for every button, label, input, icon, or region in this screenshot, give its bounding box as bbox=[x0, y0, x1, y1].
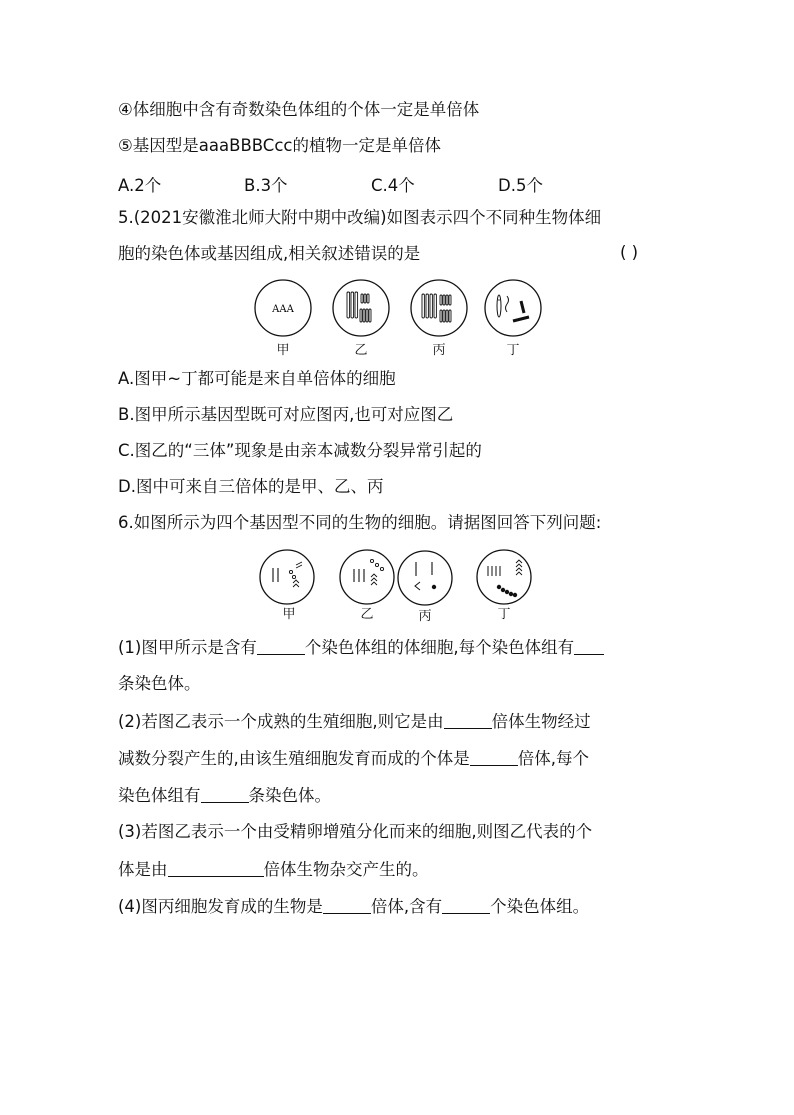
q5-option-a[interactable]: A.图甲~丁都可能是来自单倍体的细胞 bbox=[118, 369, 396, 388]
q4-option-c[interactable]: C.4个 bbox=[371, 176, 415, 195]
q5-option-c[interactable]: C.图乙的“三体”现象是由亲本减数分裂异常引起的 bbox=[118, 441, 482, 460]
q5-cell-ding bbox=[485, 280, 541, 336]
blank-6[interactable] bbox=[168, 858, 264, 877]
q6-sub1-line2: 条染色体。 bbox=[118, 674, 201, 693]
q5-label-yi: 乙 bbox=[354, 343, 368, 358]
q4-options bbox=[118, 172, 678, 194]
q6-sub2-text-c: 减数分裂产生的,由该生殖细胞发育而成的个体是 bbox=[118, 749, 470, 768]
q4-option-d[interactable]: D.5个 bbox=[498, 176, 543, 195]
q6-sub2-line3 bbox=[118, 784, 331, 807]
q6-cell-bing bbox=[398, 551, 452, 605]
q6-sub3-line1: (3)若图乙表示一个由受精卵增殖分化而来的细胞,则图乙代表的个 bbox=[118, 822, 593, 841]
q4-option-a[interactable]: A.2个 bbox=[118, 176, 162, 195]
blank-7[interactable] bbox=[323, 895, 371, 914]
q5-label-bing: 丙 bbox=[432, 343, 446, 358]
blank-1[interactable] bbox=[257, 636, 305, 655]
q6-sub4-text-b: 倍体,含有 bbox=[370, 897, 443, 916]
q4-option-b[interactable]: B.3个 bbox=[244, 176, 288, 195]
statement-4: ④体细胞中含有奇数染色体组的个体一定是单倍体 bbox=[118, 100, 480, 119]
q6-label-bing: 丙 bbox=[418, 609, 432, 624]
q5-stem-line2: 胞的染色体或基因组成,相关叙述错误的是 bbox=[118, 244, 421, 263]
q5-label-jia: 甲 bbox=[276, 343, 290, 358]
q5-option-b[interactable]: B.图甲所示基因型既可对应图丙,也可对应图乙 bbox=[118, 405, 454, 424]
blank-2[interactable] bbox=[574, 636, 604, 655]
q6-label-jia: 甲 bbox=[282, 607, 296, 622]
q6-cell-jia bbox=[260, 550, 314, 604]
q5-stem-line1: 5.(2021安徽淮北师大附中期中改编)如图表示四个不同种生物体细 bbox=[118, 208, 602, 227]
q6-sub2-text-e: 染色体组有 bbox=[118, 786, 201, 805]
q6-sub1-line1 bbox=[118, 636, 604, 659]
q6-sub2-line1 bbox=[118, 710, 591, 733]
q5-figure bbox=[250, 276, 550, 358]
q6-cell-ding bbox=[477, 550, 531, 604]
q6-sub2-text-d: 倍体,每个 bbox=[517, 749, 589, 768]
q6-sub3-text-b: 体是由 bbox=[118, 860, 168, 879]
q6-sub1-text-a: (1)图甲所示是含有 bbox=[118, 638, 257, 657]
q6-sub4-text-a: (4)图丙细胞发育成的生物是 bbox=[118, 897, 323, 916]
q5-answer-paren[interactable]: ( ) bbox=[620, 243, 639, 262]
q6-sub3-text-c: 倍体生物杂交产生的。 bbox=[263, 860, 429, 879]
blank-5[interactable] bbox=[201, 784, 249, 803]
q6-sub2-text-a: (2)若图乙表示一个成熟的生殖细胞,则它是由 bbox=[118, 712, 444, 731]
q6-sub4-text-c: 个染色体组。 bbox=[490, 897, 590, 916]
q6-sub1-text-b: 个染色体组的体细胞,每个染色体组有 bbox=[304, 638, 575, 657]
q5-cell-jia bbox=[255, 280, 311, 336]
q6-sub4-line1 bbox=[118, 895, 589, 918]
q6-cell-yi bbox=[340, 550, 394, 604]
q6-sub3-line2 bbox=[118, 858, 429, 881]
q6-sub2-text-f: 条染色体。 bbox=[248, 786, 331, 805]
blank-8[interactable] bbox=[442, 895, 490, 914]
blank-4[interactable] bbox=[470, 747, 518, 766]
statement-5: ⑤基因型是aaaBBBCcc的植物一定是单倍体 bbox=[118, 136, 441, 155]
blank-3[interactable] bbox=[444, 710, 492, 729]
q6-sub2-text-b: 倍体生物经过 bbox=[491, 712, 591, 731]
q6-sub2-line2 bbox=[118, 747, 589, 770]
q5-jia-genes: AAA bbox=[272, 304, 294, 315]
q5-cell-bing bbox=[411, 280, 467, 336]
q6-figure bbox=[255, 546, 555, 628]
q6-label-ding: 丁 bbox=[497, 607, 511, 622]
q5-option-d[interactable]: D.图中可来自三倍体的是甲、乙、丙 bbox=[118, 477, 384, 496]
q6-stem: 6.如图所示为四个基因型不同的生物的细胞。请据图回答下列问题: bbox=[118, 513, 602, 532]
q5-cell-yi bbox=[333, 280, 389, 336]
q6-label-yi: 乙 bbox=[360, 607, 374, 622]
q5-label-ding: 丁 bbox=[506, 343, 520, 358]
